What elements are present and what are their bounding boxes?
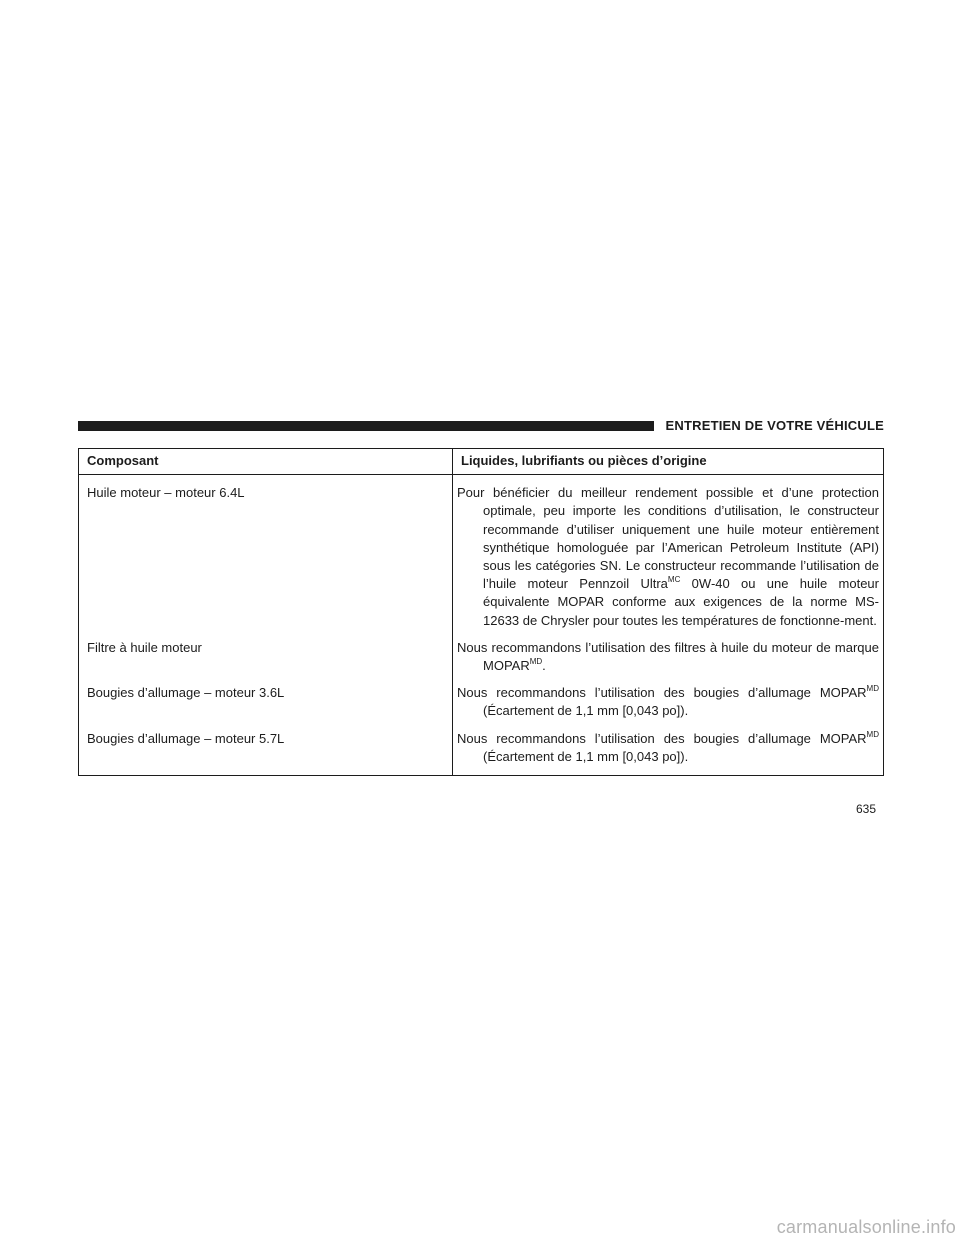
component-cell: Bougies d’allumage – moteur 5.7L: [79, 721, 453, 776]
description-text: Nous recommandons l’utilisation des bougies d’allumage MOPAR: [457, 730, 867, 746]
table-row: [79, 630, 884, 675]
section-header: [78, 420, 884, 434]
component-cell: Huile moteur – moteur 6.4L: [79, 475, 453, 630]
table-header-row: [79, 449, 884, 475]
description-cell: [453, 475, 884, 630]
header-rule-bar: [78, 421, 654, 431]
trademark-mark: MD: [529, 657, 543, 667]
description-text: Nous recommandons l’utilisation des bougies d’allumage MOPAR: [457, 685, 867, 701]
watermark-link[interactable]: carmanualsonline.info: [776, 1217, 956, 1237]
table-row: [79, 675, 884, 720]
trademark-mark: MD: [866, 684, 879, 694]
section-title: ENTRETIEN DE VOTRE VÉHICULE: [665, 418, 884, 433]
description-cell: [453, 630, 884, 675]
column-header-fluids: Liquides, lubrifiants ou pièces d’origine: [453, 449, 884, 475]
description-cell: [453, 675, 884, 720]
description-cell: [453, 721, 884, 776]
component-cell: Bougies d’allumage – moteur 3.6L: [79, 675, 453, 720]
description-text-continued: .: [542, 658, 546, 674]
description-text-continued: (Écartement de 1,1 mm [0,043 po]).: [483, 703, 689, 719]
fluids-parts-table: [78, 448, 884, 776]
description-text-continued: 0W-40 ou une huile moteur équivalente MOPAR conforme aux exigences de la norme MS-12633 de Chrysler pour toutes les températures de fonctionne-ment.: [483, 576, 879, 628]
column-header-component: Composant: [79, 449, 453, 475]
table-row: [79, 721, 884, 776]
page-number: 635: [856, 802, 877, 816]
table-row: [79, 475, 884, 630]
description-text-continued: (Écartement de 1,1 mm [0,043 po]).: [483, 748, 689, 764]
trademark-mark: MD: [866, 729, 879, 739]
trademark-mark: MC: [667, 575, 681, 585]
description-text: Pour bénéficier du meilleur rendement possible et d’une protection optimale, peu importe les conditions d’utilisation, le constructeur recommande d’utiliser uniquement une huile moteur entièrement synthétique homologuée par l’American Petroleum Institute (API) sous les catégories SN. Le constructeur recommande l’utilisation de l’huile moteur Pennzoil Ultra: [457, 485, 879, 592]
description-text: Nous recommandons l’utilisation des filtres à huile du moteur de marque MOPAR: [457, 639, 879, 674]
component-cell: Filtre à huile moteur: [79, 630, 453, 675]
